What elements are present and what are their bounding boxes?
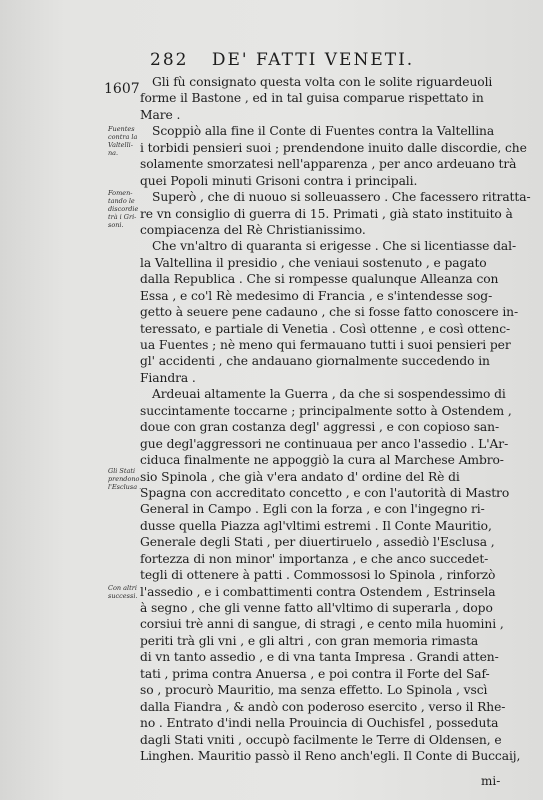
margin-note-line: Fomen-	[108, 189, 133, 197]
margin-note-line: prendono	[108, 475, 140, 483]
margin-note-line: l'Esclusa .	[108, 483, 142, 491]
body-line: tati , prima contra Anuersa , e poi contra il Forte del Saf-	[140, 666, 490, 681]
margin-note-line: Con altri	[108, 584, 137, 592]
body-line: gl' accidenti , che andauano giornalmente succedendo in	[140, 354, 490, 369]
body-line: l'assedio , e i combattimenti contra Ostendem , Estrinsela	[140, 584, 496, 599]
body-line: i torbidi pensieri suoi ; prendendone inuito dalle discordie, che	[140, 140, 527, 155]
margin-note-line: na.	[108, 149, 119, 157]
body-line: periti trà gli vni , e gli altri , con gran memoria rimasta	[140, 633, 479, 648]
catchword: mi-	[481, 774, 501, 788]
body-line: quei Popoli minuti Grisoni contra i principali.	[140, 173, 418, 188]
body-line: dagli Stati vniti , occupò facilmente le Terre di Oldensen, e	[140, 732, 502, 747]
body-line: à segno , che gli venne fatto all'vltimo di superarla , dopo	[140, 601, 493, 615]
body-line: sio Spinola , che già v'era andato d' ordine del Rè di	[140, 469, 460, 484]
body-line: Superò , che di nuouo si solleuassero . Che facessero ritratta-	[152, 190, 531, 205]
body-line: Essa , e co'l Rè medesimo di Francia , e s'intendesse sog-	[140, 288, 493, 303]
margin-note-line: tando le	[108, 197, 135, 205]
body-line: succintamente toccarne ; principalmente sotto à Ostendem ,	[140, 403, 512, 418]
body-line: Mare .	[140, 107, 181, 122]
body-line: Che vn'altro di quaranta si erigesse . Che si licentiasse dal-	[152, 239, 517, 254]
body-line: so , procurò Mauritio, ma senza effetto. Lo Spinola , vscì	[140, 683, 488, 698]
body-line: Fiandra .	[140, 370, 196, 385]
page-number: 282	[150, 50, 189, 70]
margin-note-line: contra la	[108, 133, 138, 141]
body-line: la Valtellina il presidio , che veniaui sostenuto , e pagato	[140, 255, 487, 270]
body-line: ua Fuentes ; nè meno qui fermauano tutti i suoi pensieri per	[140, 338, 511, 352]
body-line: forme il Bastone , ed in tal guisa comparue rispettato in	[140, 91, 484, 106]
body-line: solamente smorzatesi nell'apparenza , per anco ardeuano trà	[140, 157, 517, 172]
body-line: dusse quella Piazza agl'vltimi estremi . Il Conte Mauritio,	[140, 518, 492, 533]
body-line: dalla Fiandra , & andò con poderoso esercito , verso il Rhe-	[140, 699, 506, 714]
margin-note-line: Fuentes	[108, 125, 135, 133]
body-line: corsiui trè anni di sangue, di stragi , e cento mila huomini ,	[140, 617, 504, 632]
body-line: teressato, e partiale di Venetia . Così ottenne , e così ottenc-	[140, 321, 511, 336]
body-line: Scoppiò alla fine il Conte di Fuentes contra la Valtellina	[152, 124, 495, 139]
body-line: ciduca finalmente ne appoggiò la cura al Marchese Ambro-	[140, 453, 504, 468]
margin-note-line: soni.	[108, 221, 124, 229]
margin-note-line: discordie	[108, 205, 139, 213]
year-marginal: 1607	[104, 81, 140, 97]
body-line: Spagna con accreditato concetto , e con l'autorità di Mastro	[140, 485, 510, 500]
body-line: compiacenza del Rè Christianissimo.	[140, 222, 366, 237]
body-line: no . Entrato d'indi nella Prouincia di Ouchisfel , posseduta	[140, 716, 499, 731]
body-line: fortezza di non minor' importanza , e che anco succedet-	[140, 551, 489, 566]
body-line: dalla Republica . Che si rompesse qualunque Alleanza con	[140, 272, 499, 287]
body-line: tegli di ottenere à patti . Commossosi lo Spinola , rinforzò	[140, 568, 496, 583]
margin-note-line: Gli Stati	[108, 467, 136, 475]
body-line: General in Campo . Egli con la forza , e con l'ingegno ri-	[140, 502, 485, 517]
body-line: getto à seuere pene cadauno , che si fosse fatto conoscere in-	[140, 305, 519, 320]
body-line: Linghen. Mauritio passò il Reno anch'egli. Il Conte di Buccaij,	[140, 748, 521, 763]
body-text	[140, 74, 531, 764]
body-line: Ardeuai altamente la Guerra , da che si sospendessimo di	[152, 387, 506, 402]
margin-note-line: trà i Gri-	[108, 213, 137, 221]
page-header	[150, 50, 510, 72]
body-line: gue degl'aggressori ne continuaua per anco l'assedio . L'Ar-	[140, 436, 509, 451]
margin-note-line: Valtelli-	[108, 141, 133, 149]
body-line: di vn tanto assedio , e di vna tanta Impresa . Grandi atten-	[140, 650, 499, 665]
body-line: doue con gran costanza degl' aggressi , e con copioso san-	[140, 420, 500, 435]
margin-note-line: successi.	[108, 592, 138, 600]
body-line: re vn consiglio di guerra di 15. Primati , già stato instituito à	[140, 206, 513, 221]
body-line: Gli fù consignato questa volta con le solite riguardeuoli	[152, 75, 493, 89]
running-title: DE' FATTI VENETI.	[211, 50, 415, 70]
body-line: Generale degli Stati , per diuertiruelo , assediò l'Esclusa ,	[140, 535, 495, 550]
